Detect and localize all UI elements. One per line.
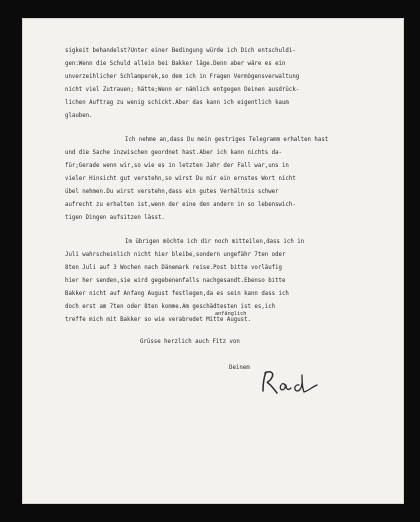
closing-line: Deinem bbox=[229, 365, 250, 371]
letter-line: übel nehmen.Du wirst verstehn,dass ein gutes Verhältnis schwer bbox=[65, 189, 279, 195]
interlinear-insertion: anfänglich bbox=[215, 311, 247, 317]
letter-line: Juli wahrscheinlich nicht hier bleibe,sondern ungefähr 7ten oder bbox=[65, 252, 286, 258]
letter-line: Bakker nicht auf Anfang August festlegen,da es sein kann dass ich bbox=[65, 291, 289, 297]
handwritten-signature bbox=[257, 367, 327, 395]
letter-line: gen:Wenn die Schuld allein bei Bakker läge.Denn aber wäre es ein bbox=[65, 61, 286, 67]
letter-line: treffe mich mit Bakker so wie verabredet Mitte August. bbox=[65, 317, 251, 323]
letter-line: und die Sache inzwischen geordnet hast.Aber ich kann nichts da- bbox=[65, 150, 282, 156]
letter-line: tigen Dingen aufsitzen lässt. bbox=[65, 215, 165, 221]
letter-line: unverzeihlicher Schlamperek,so dem ich in Fragen Vermögensverwaltung bbox=[65, 74, 300, 80]
letter-line: glauben. bbox=[65, 113, 93, 119]
letter-line: für;Gerade wenn wir,so wie es in letzten Jahr der Fall war,uns in bbox=[65, 163, 289, 169]
letter-line: Ich nehme an,dass Du mein gestriges Telegramm erhalten hast bbox=[125, 137, 329, 143]
letter-line: lichen Auftrag zu wenig schickt.Aber das kann ich eigentlich kaum bbox=[65, 100, 289, 106]
letter-line: aufrecht zu erhalten ist,wenn der eine den andern in so lebenswich- bbox=[65, 202, 296, 208]
closing-line: Grüsse herzlich auch Fitz von bbox=[140, 339, 240, 345]
letter-line: 8ten Juli auf 3 Wochen nach Dänemark reise.Post bitte vorläufig bbox=[65, 265, 282, 271]
letter-line: Im übrigen möchte ich dir noch mitteilen,dass ich in bbox=[125, 239, 305, 245]
letter-line: nicht viel Zutrauen; hätte;Wenn er nämlich entgegen Deinen ausdrück- bbox=[65, 87, 300, 93]
letter-line: hier her senden,sie wird gegebenenfalls nachgesandt.Ebenso bitte bbox=[65, 278, 286, 284]
letter-line: sigkeit behandelst?Unter einer Bedingung würde ich Dich entschuldi- bbox=[65, 48, 296, 54]
letter-line: vieler Hinsicht gut verstehn,so wirst Du mir ein ernstes Wort nicht bbox=[65, 176, 296, 182]
letter-line: doch erst am 7ten oder 8ten komme.Am geschädtesten ist es,ich bbox=[65, 304, 276, 310]
